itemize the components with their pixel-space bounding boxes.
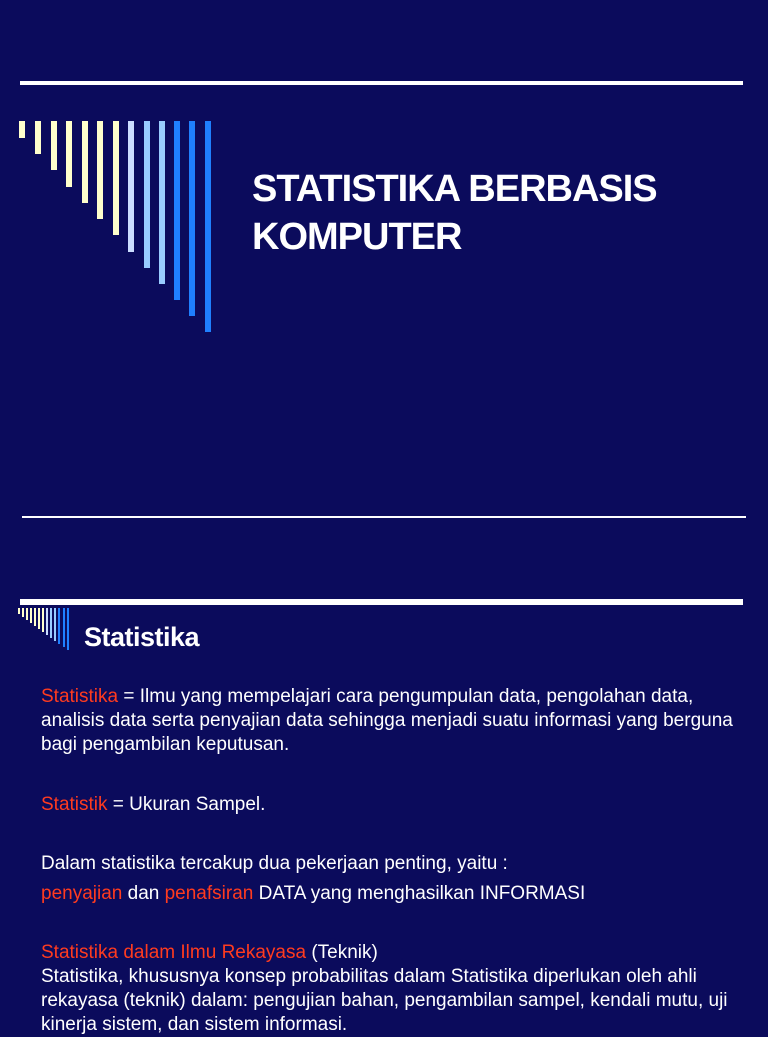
stripe [50,608,52,638]
title-line-2: KOMPUTER [252,216,462,258]
stripe [82,121,88,203]
stripe [30,608,32,623]
term-statistika: Statistika [41,686,119,707]
stripe [34,608,36,626]
definition-text: = Ukuran Sampel. [107,794,266,815]
stripe [63,608,65,647]
term-statistik: Statistik [41,794,108,815]
stripe [58,608,60,644]
engineering-body: Statistika, khususnya konsep probabilitas dalam Statistika diperlukan oleh ahli rekayasa (teknik) dalam: pengujian bahan, pengambilan sampel, kendali mutu, uji kinerja sistem, dan sistem informasi. [41,966,728,1035]
stripe [205,121,211,332]
slide2-heading: Statistika [84,622,200,652]
term-penafsiran: penafsiran [164,883,254,904]
decorative-stripes [0,0,220,340]
stripe [35,121,41,154]
stripe [144,121,150,268]
stripe [97,121,103,219]
stripe [22,608,24,617]
definition-statistik [41,793,746,817]
slide-title [252,165,752,261]
definition-statistika [41,685,746,757]
connector-text: dan [122,883,165,904]
stripe [128,121,134,252]
slide2-top-rule [20,599,743,605]
stripe [18,608,20,614]
stripe [26,608,28,620]
small-stripes [18,608,78,650]
stripe [19,121,25,138]
stripe [159,121,165,284]
stripe [174,121,180,300]
stripe [54,608,56,641]
stripe [46,608,48,635]
stripe [113,121,119,235]
tasks-paragraph [41,852,746,906]
tasks-intro: Dalam statistika tercakup dua pekerjaan penting, yaitu : [41,853,508,874]
stripe [67,608,69,650]
term-teknik: (Teknik) [306,942,378,963]
stripe [189,121,195,316]
engineering-paragraph [41,941,746,1037]
term-penyajian: penyajian [41,883,123,904]
term-rekayasa: Statistika dalam Ilmu Rekayasa [41,942,307,963]
title-line-1: STATISTIKA BERBASIS [252,168,657,210]
stripe [38,608,40,629]
stripe [66,121,72,187]
definition-text: = Ilmu yang mempelajari cara pengumpulan data, pengolahan data, analisis data serta penyajian data sehingga menjadi suatu informasi yang berguna bagi pengambilan keputusan. [41,686,733,755]
slide-separator [22,516,746,518]
tasks-rest: DATA yang menghasilkan INFORMASI [253,883,586,904]
stripe [51,121,57,170]
stripe [42,608,44,632]
